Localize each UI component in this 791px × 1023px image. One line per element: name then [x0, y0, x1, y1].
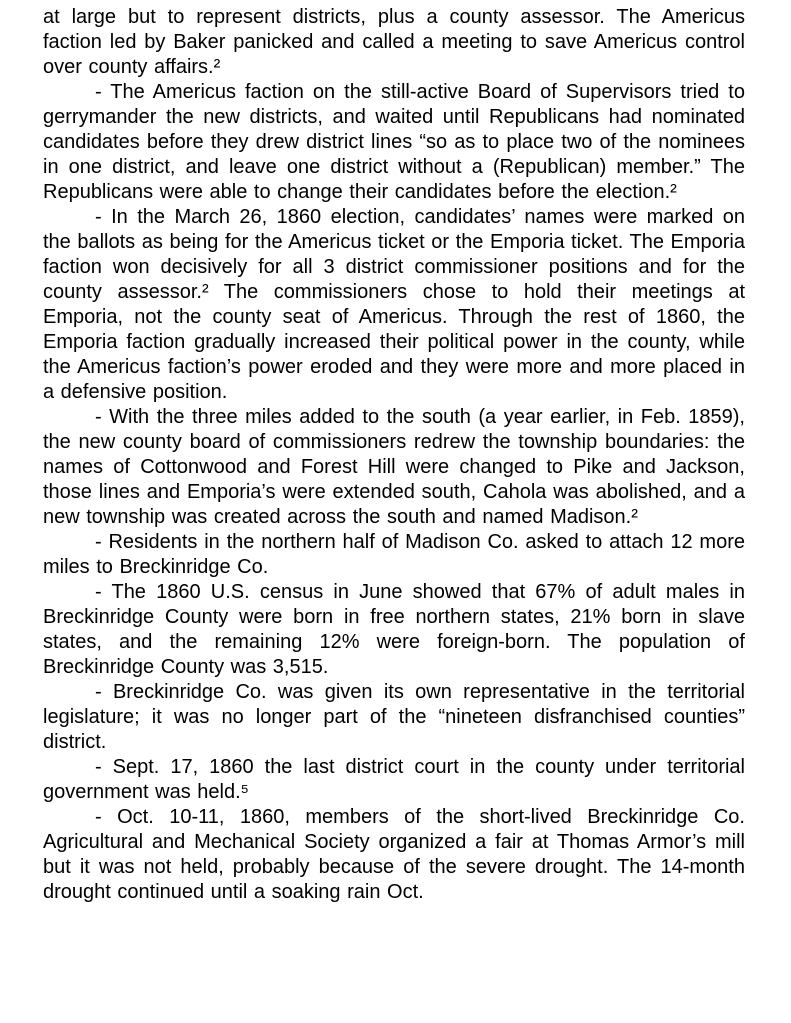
paragraph-1860-census: - The 1860 U.S. census in June showed that 67% of adult males in Breckinridge County were born in free northern states, 21% born in slave states, and the remaining 12% were foreign-born. The population of Breckinridge County was 3,515. [43, 581, 745, 678]
paragraph-board-of-supervisors: - The Americus faction on the still-active Board of Supervisors tried to gerrymander the new districts, and waited until Republicans had nominated candidates before they drew district lines “so as to place two of the nominees in one district, and leave one district without a (Republican) member.” The Republicans were able to change their candidates before the election.² [43, 81, 745, 203]
paragraph-last-district-court: - Sept. 17, 1860 the last district court in the county under territorial government was held.⁵ [43, 756, 745, 803]
paragraph-township-boundaries: - With the three miles added to the south (a year earlier, in Feb. 1859), the new county board of commissioners redrew the township boundaries: the names of Cottonwood and Forest Hill were changed to Pike and Jackson, those lines and Emporia’s were extended south, Cahola was abolished, and a new township was created across the south and named Madison.² [43, 406, 745, 528]
paragraph-agricultural-society-fair: - Oct. 10-11, 1860, members of the short-lived Breckinridge Co. Agricultural and Mechanical Society organized a fair at Thomas Armor’s mill but it was not held, probably because of the severe drought. The 14-month drought continued until a soaking rain Oct. [43, 806, 745, 903]
paragraph-march-1860-election: - In the March 26, 1860 election, candidates’ names were marked on the ballots as being for the Americus ticket or the Emporia ticket. The Emporia faction won decisively for all 3 district commissioner positions and for the county assessor.² The commissioners chose to hold their meetings at Emporia, not the county seat of Americus. Through the rest of 1860, the Emporia faction gradually increased their political power in the county, while the Americus faction’s power eroded and they were more and more placed in a defensive position. [43, 206, 745, 403]
paragraph-continuation: at large but to represent districts, plus a county assessor. The Americus faction led by Baker panicked and called a meeting to save Americus control over county affairs.² [43, 6, 745, 78]
paragraph-madison-residents: - Residents in the northern half of Madison Co. asked to attach 12 more miles to Breckinridge Co. [43, 531, 745, 578]
paragraph-territorial-legislature: - Breckinridge Co. was given its own representative in the territorial legislature; it was no longer part of the “nineteen disfranchised counties” district. [43, 681, 745, 753]
